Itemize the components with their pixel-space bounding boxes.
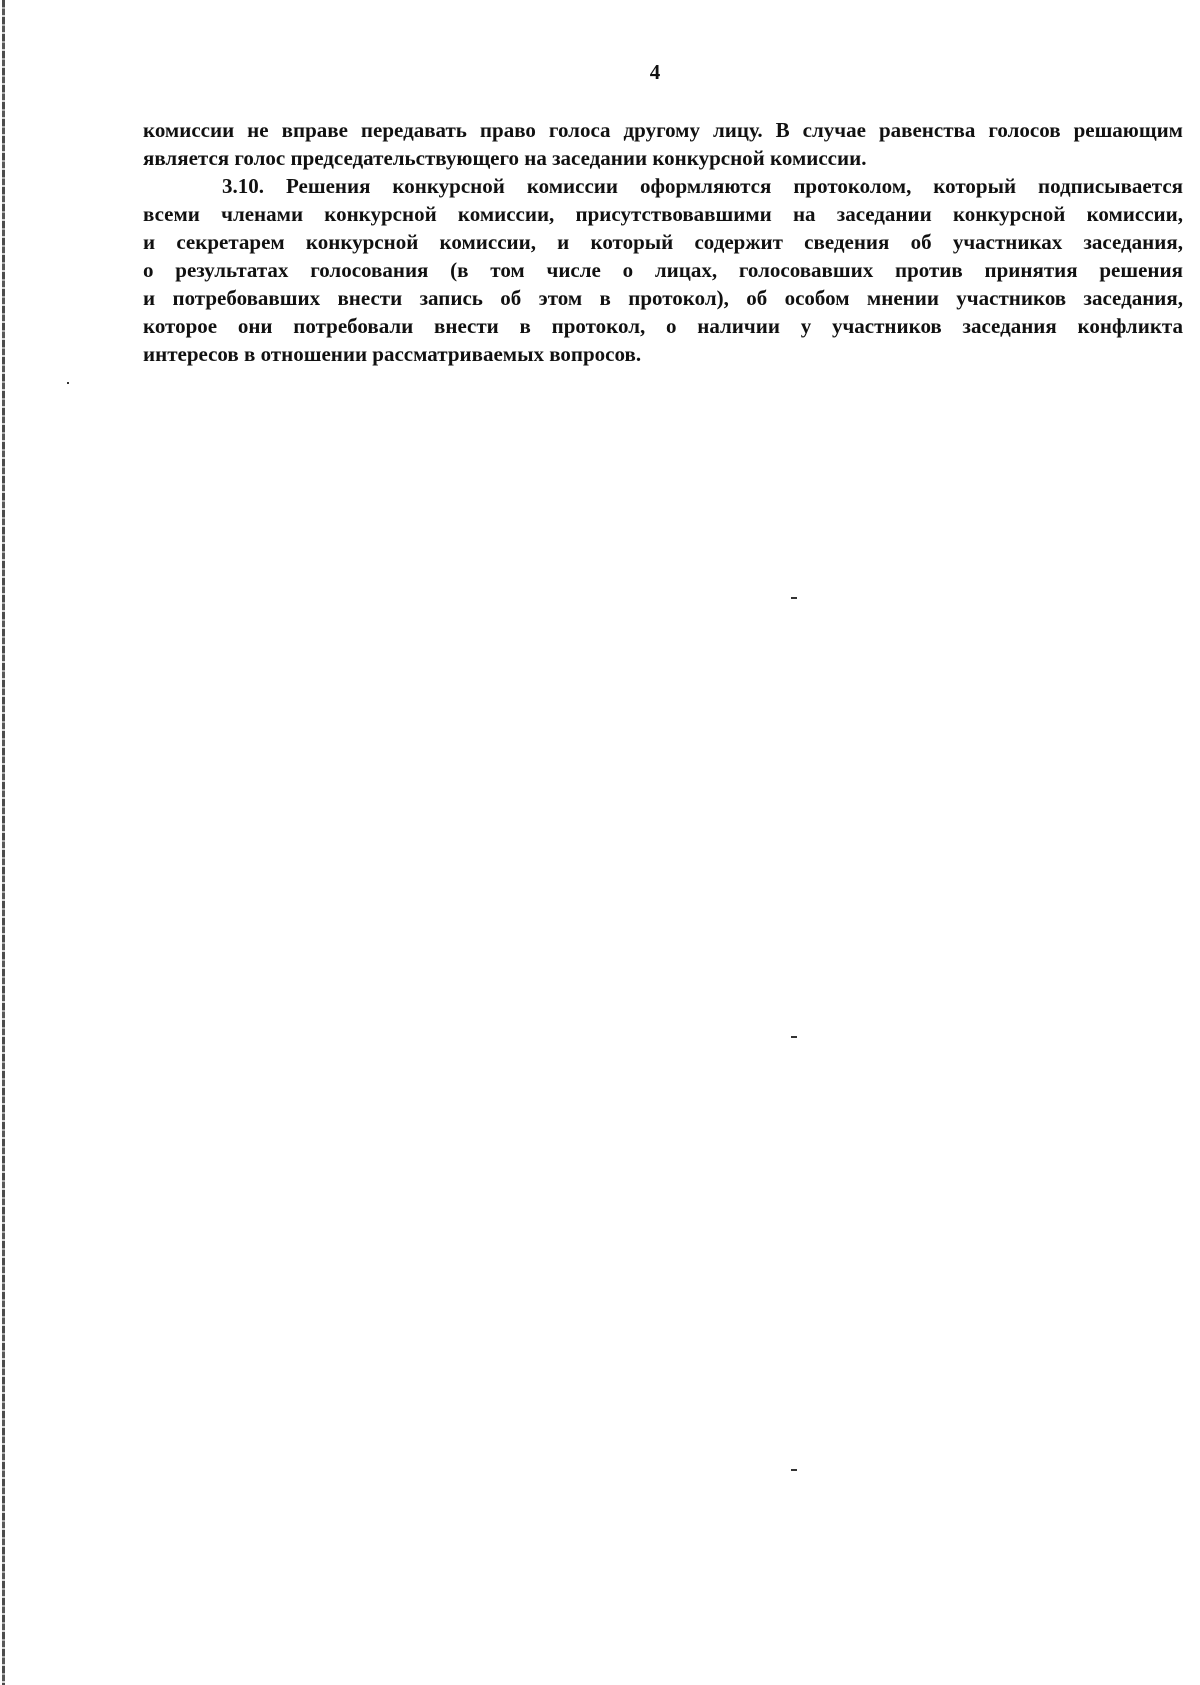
text-line: всеми членами конкурсной комиссии, присутствовавшими на заседании конкурсной комиссии, — [143, 202, 1183, 226]
page-number: 4 — [649, 60, 661, 84]
scan-speck — [791, 1036, 797, 1038]
scan-binding-edge — [2, 0, 5, 1685]
text-line: и секретарем конкурсной комиссии, и который содержит сведения об участниках заседания, — [143, 230, 1183, 254]
text-line: и потребовавших внести запись об этом в протокол), об особом мнении участников заседания, — [143, 286, 1183, 310]
paragraph-3-10-first-line: 3.10. Решения конкурсной комиссии оформляются протоколом, который подписывается — [222, 174, 1183, 198]
document-body — [143, 116, 1183, 368]
text-line: комиссии не вправе передавать право голоса другому лицу. В случае равенства голосов решающим — [143, 118, 1183, 142]
text-line: интересов в отношении рассматриваемых вопросов. — [143, 342, 642, 366]
text-line: о результатах голосования (в том числе о лицах, голосовавших против принятия решения — [143, 258, 1183, 282]
text-line: является голос председательствующего на заседании конкурсной комиссии. — [143, 146, 867, 170]
scan-speck — [791, 1469, 797, 1471]
scan-speck — [791, 597, 797, 599]
text-line: которое они потребовали внести в протокол, о наличии у участников заседания конфликта — [143, 314, 1183, 338]
scan-speck — [67, 382, 69, 384]
